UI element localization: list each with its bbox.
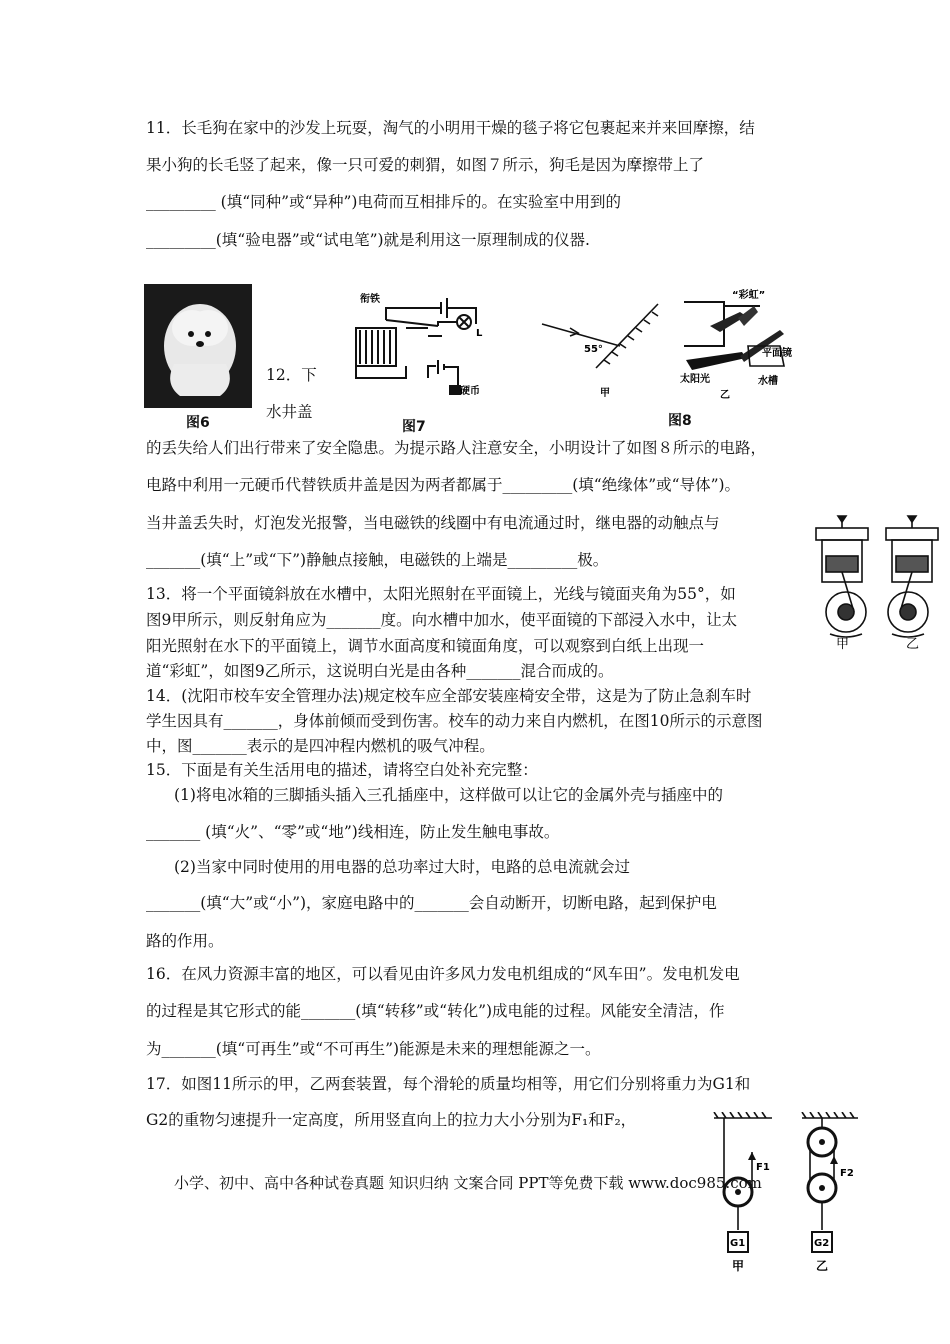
- q14-line2: 学生因具有_______，身体前倾而受到伤害。校车的动力来自内燃机，在图10所示的示意图: [146, 712, 763, 730]
- fig8-rainbow-label: “彩虹”: [732, 290, 766, 301]
- q12-line2: 电路中利用一元硬币代替铁质井盖是因为两者都属于_________(填“绝缘体”或“导体”)。: [146, 476, 741, 494]
- fig7-label-armature: 衔铁: [360, 294, 380, 305]
- q11-line1: 11．长毛狗在家中的沙发上玩耍，淘气的小明用干燥的毯子将它包裹起来并来回摩擦，结: [146, 119, 755, 137]
- fig7-relay-circuit: [346, 288, 496, 406]
- q13-line4: 道“彩虹”，如图9乙所示，这说明白光是由各种_______混合而成的。: [146, 662, 614, 680]
- q12-head2: 水井盖: [266, 403, 313, 421]
- fig8-jia-label: 甲: [600, 388, 610, 399]
- fig8-yi-label: 乙: [720, 390, 730, 401]
- fig8-caption: 图8: [668, 413, 692, 429]
- page-footer: 小学、初中、高中各种试卷真题 知识归纳 文案合同 PPT等免费下载 www.doc985.com: [174, 1174, 762, 1192]
- q16-line1: 16．在风力资源丰富的地区，可以看见由许多风力发电机组成的“风车田”。发电机发电: [146, 965, 740, 983]
- fig8-angle-label: 55°: [584, 344, 603, 355]
- fig10-yi-label: 乙: [906, 637, 920, 650]
- q15-line5: _______(填“大”或“小”)，家庭电路中的_______会自动断开，切断电路，起到保护电: [146, 894, 717, 912]
- fig11-jia-label: 甲: [732, 1259, 745, 1273]
- q16-line3: 为_______(填“可再生”或“不可再生”)能源是未来的理想能源之一。: [146, 1040, 601, 1058]
- q12-line1: 的丢失给人们出行带来了安全隐患。为提示路人注意安全，小明设计了如图８所示的电路，: [146, 439, 767, 457]
- q17-line2: G2的重物匀速提升一定高度，所用竖直向上的拉力大小分别为F₁和F₂，: [146, 1111, 637, 1129]
- q17-line1: 17．如图11所示的甲，乙两套装置，每个滑轮的质量均相等，用它们分别将重力为G1和: [146, 1075, 751, 1093]
- fig11-pulleys: [712, 1112, 862, 1274]
- fig11-yi-label: 乙: [816, 1259, 829, 1273]
- q11-line4: _________(填“验电器”或“试电笔”)就是利用这一原理制成的仪器.: [146, 231, 590, 249]
- fig8-sunlight-label: 太阳光: [680, 374, 710, 385]
- q14-line3: 中，图_______表示的是四冲程内燃机的吸气冲程。: [146, 737, 495, 755]
- fig6-caption: 图6: [186, 415, 210, 431]
- fig11-F1-label: F1: [756, 1162, 770, 1173]
- q15-line4: (2)当家中同时使用的用电器的总功率过大时，电路的总电流就会过: [174, 858, 630, 876]
- q12-line4: _______(填“上”或“下”)静触点接触，电磁铁的上端是_________极。: [146, 551, 609, 569]
- q16-line2: 的过程是其它形式的能_______(填“转移”或“转化”)成电能的过程。风能安全清洁，作: [146, 1002, 725, 1020]
- fig7-label-L: L: [476, 328, 483, 339]
- q15-line1: 15．下面是有关生活用电的描述，请将空白处补充完整：: [146, 761, 538, 779]
- fig8-mirror-label: 平面镜: [762, 348, 792, 359]
- fig11-F2-label: F2: [840, 1168, 854, 1179]
- fig6-dog-photo: [144, 284, 252, 408]
- q13-line1: 13．将一个平面镜斜放在水槽中，太阳光照射在平面镜上，光线与镜面夹角为55°，如: [146, 585, 736, 603]
- fig8-tank-label: 水槽: [758, 376, 778, 387]
- q11-line2: 果小狗的长毛竖了起来，像一只可爱的刺猬，如图７所示，狗毛是因为摩擦带上了: [146, 156, 705, 174]
- fig8-jia-mirror: [540, 296, 668, 400]
- q12-line3: 当井盖丢失时，灯泡发光报警，当电磁铁的线圈中有电流通过时，继电器的动触点与: [146, 514, 720, 532]
- fig11-G2-label: G2: [814, 1238, 830, 1249]
- q12-head1: 12．下: [266, 366, 317, 384]
- fig10-engine-diagrams: [806, 512, 946, 650]
- fig10-jia-label: 甲: [836, 637, 850, 650]
- fig8-yi-rainbow: [680, 286, 800, 404]
- fig7-caption: 图7: [402, 419, 426, 435]
- q14-line1: 14．(沈阳市校车安全管理办法)规定校车应全部安装座椅安全带，这是为了防止急刹车时: [146, 687, 752, 705]
- fig7-label-coin: 硬币: [460, 386, 480, 397]
- q13-line2: 图9甲所示，则反射角应为_______度。向水槽中加水，使平面镜的下部浸入水中，让太: [146, 611, 738, 629]
- q15-line6: 路的作用。: [146, 932, 224, 950]
- q11-line3: _________ (填“同种”或“异种”)电荷而互相排斥的。在实验室中用到的: [146, 193, 621, 211]
- fig11-G1-label: G1: [730, 1238, 746, 1249]
- q13-line3: 阳光照射在水下的平面镜上，调节水面高度和镜面角度，可以观察到白纸上出现一: [146, 637, 705, 655]
- q15-line2: (1)将电冰箱的三脚插头插入三孔插座中，这样做可以让它的金属外壳与插座中的: [174, 786, 723, 804]
- q15-line3: _______ (填“火”、“零”或“地”)线相连，防止发生触电事故。: [146, 823, 560, 841]
